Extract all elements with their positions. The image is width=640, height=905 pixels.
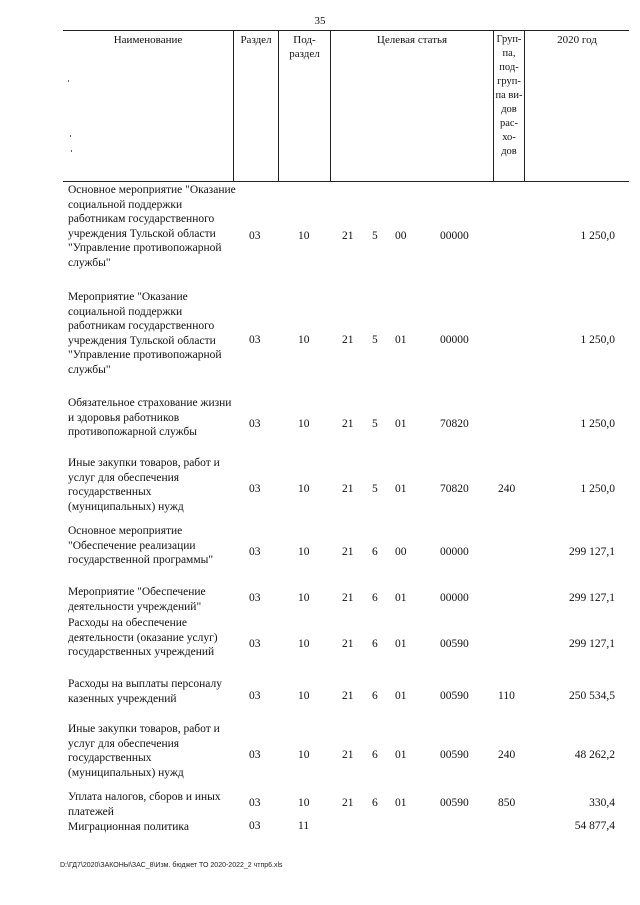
row-amount: 299 127,1 bbox=[569, 546, 615, 558]
row-group: 240 bbox=[498, 749, 516, 761]
row-cs2: 5 bbox=[372, 334, 378, 346]
row-cs4: 00000 bbox=[440, 592, 469, 604]
header-subsection: Под- раздел bbox=[279, 31, 331, 181]
row-cs2: 6 bbox=[372, 638, 378, 650]
row-cs3: 01 bbox=[395, 690, 407, 702]
row-cs3: 01 bbox=[395, 483, 407, 495]
row-name: Расходы на обеспечение деятельности (оказание услуг) государственных учреждений bbox=[68, 617, 218, 658]
scan-speck bbox=[71, 150, 72, 152]
row-cs1: 21 bbox=[342, 230, 354, 242]
row-amount: 330,4 bbox=[589, 797, 615, 809]
row-razdel: 03 bbox=[249, 418, 261, 430]
row-cs1: 21 bbox=[342, 749, 354, 761]
row-podrazdel: 10 bbox=[298, 690, 310, 702]
row-podrazdel: 10 bbox=[298, 334, 310, 346]
row-amount: 1 250,0 bbox=[580, 230, 615, 242]
row-name: Уплата налогов, сборов и иных платежей bbox=[68, 791, 221, 818]
row-cs2: 6 bbox=[372, 797, 378, 809]
row-cs1: 21 bbox=[342, 334, 354, 346]
row-name: Мероприятие "Обеспечение деятельности учреждений" bbox=[68, 586, 206, 613]
row-podrazdel: 10 bbox=[298, 592, 310, 604]
row-razdel: 03 bbox=[249, 483, 261, 495]
row-cs2: 5 bbox=[372, 230, 378, 242]
row-cs4: 00590 bbox=[440, 638, 469, 650]
row-cs4: 00590 bbox=[440, 749, 469, 761]
row-amount: 250 534,5 bbox=[569, 690, 615, 702]
row-cs4: 00000 bbox=[440, 230, 469, 242]
row-name: Обязательное страхование жизни и здоровья работников противопожарной службы bbox=[68, 397, 232, 438]
row-cs1: 21 bbox=[342, 797, 354, 809]
header-year: 2020 год bbox=[557, 34, 597, 46]
row-razdel: 03 bbox=[249, 638, 261, 650]
scan-speck bbox=[68, 80, 69, 82]
row-amount: 299 127,1 bbox=[569, 592, 615, 604]
row-podrazdel: 10 bbox=[298, 418, 310, 430]
row-name: Иные закупки товаров, работ и услуг для обеспечения государственных (муниципальных) нужд bbox=[68, 723, 220, 779]
row-razdel: 03 bbox=[249, 546, 261, 558]
row-amount: 48 262,2 bbox=[574, 749, 615, 761]
row-cs3: 01 bbox=[395, 797, 407, 809]
row-cs2: 5 bbox=[372, 483, 378, 495]
row-cs1: 21 bbox=[342, 418, 354, 430]
header-section: Раздел bbox=[234, 31, 279, 181]
row-podrazdel: 10 bbox=[298, 638, 310, 650]
page-number: 35 bbox=[314, 15, 326, 27]
row-podrazdel: 10 bbox=[298, 483, 310, 495]
file-path-footer: D:\ГД7\2020\ЗАКОНЫ\ЗАС_8\Изм. бюджет ТО 2020-2022_2 чтпр6.xls bbox=[60, 862, 283, 869]
row-amount: 1 250,0 bbox=[580, 334, 615, 346]
row-podrazdel: 10 bbox=[298, 797, 310, 809]
row-cs1: 21 bbox=[342, 638, 354, 650]
row-cs2: 6 bbox=[372, 690, 378, 702]
table-header bbox=[63, 30, 629, 182]
row-cs3: 00 bbox=[395, 230, 407, 242]
row-cs4: 00000 bbox=[440, 334, 469, 346]
row-razdel: 03 bbox=[249, 334, 261, 346]
row-cs3: 00 bbox=[395, 546, 407, 558]
row-group: 240 bbox=[498, 483, 516, 495]
row-podrazdel: 11 bbox=[298, 820, 310, 832]
row-cs2: 6 bbox=[372, 749, 378, 761]
row-cs3: 01 bbox=[395, 334, 407, 346]
row-name: Миграционная политика bbox=[68, 821, 189, 833]
row-cs1: 21 bbox=[342, 546, 354, 558]
row-razdel: 03 bbox=[249, 797, 261, 809]
row-amount: 1 250,0 bbox=[580, 483, 615, 495]
row-cs2: 6 bbox=[372, 592, 378, 604]
row-cs1: 21 bbox=[342, 483, 354, 495]
row-name: Основное мероприятие "Оказание социальной поддержки работникам государственного учреждения Тульской области "Управление противопожарной службы" bbox=[68, 184, 236, 269]
row-razdel: 03 bbox=[249, 690, 261, 702]
row-cs4: 70820 bbox=[440, 418, 469, 430]
scan-speck bbox=[70, 135, 71, 137]
row-name: Мероприятие "Оказание социальной поддержки работникам государственного учреждения Тульской области "Управление противопожарной службы" bbox=[68, 291, 222, 376]
row-cs4: 00590 bbox=[440, 797, 469, 809]
row-cs4: 00590 bbox=[440, 690, 469, 702]
row-group: 110 bbox=[498, 690, 515, 702]
row-name: Расходы на выплаты персоналу казенных учреждений bbox=[68, 678, 222, 705]
row-cs2: 5 bbox=[372, 418, 378, 430]
row-cs3: 01 bbox=[395, 592, 407, 604]
row-cs3: 01 bbox=[395, 418, 407, 430]
header-name: Наименование bbox=[63, 31, 234, 181]
row-cs3: 01 bbox=[395, 638, 407, 650]
row-podrazdel: 10 bbox=[298, 546, 310, 558]
row-podrazdel: 10 bbox=[298, 230, 310, 242]
header-target-item: Целевая статья bbox=[331, 31, 494, 181]
row-cs2: 6 bbox=[372, 546, 378, 558]
row-razdel: 03 bbox=[249, 592, 261, 604]
row-cs3: 01 bbox=[395, 749, 407, 761]
row-amount: 1 250,0 bbox=[580, 418, 615, 430]
row-amount: 54 877,4 bbox=[574, 820, 615, 832]
row-razdel: 03 bbox=[249, 749, 261, 761]
row-podrazdel: 10 bbox=[298, 749, 310, 761]
row-razdel: 03 bbox=[249, 230, 261, 242]
row-cs1: 21 bbox=[342, 592, 354, 604]
row-cs4: 00000 bbox=[440, 546, 469, 558]
header-group: Груп- па, под- груп- па ви- дов рас- хо- дов bbox=[494, 31, 525, 181]
row-cs4: 70820 bbox=[440, 483, 469, 495]
row-razdel: 03 bbox=[249, 820, 261, 832]
row-amount: 299 127,1 bbox=[569, 638, 615, 650]
row-cs1: 21 bbox=[342, 690, 354, 702]
row-group: 850 bbox=[498, 797, 516, 809]
row-name: Основное мероприятие "Обеспечение реализации государственной программы" bbox=[68, 525, 214, 566]
row-name: Иные закупки товаров, работ и услуг для обеспечения государственных (муниципальных) нужд bbox=[68, 457, 220, 513]
